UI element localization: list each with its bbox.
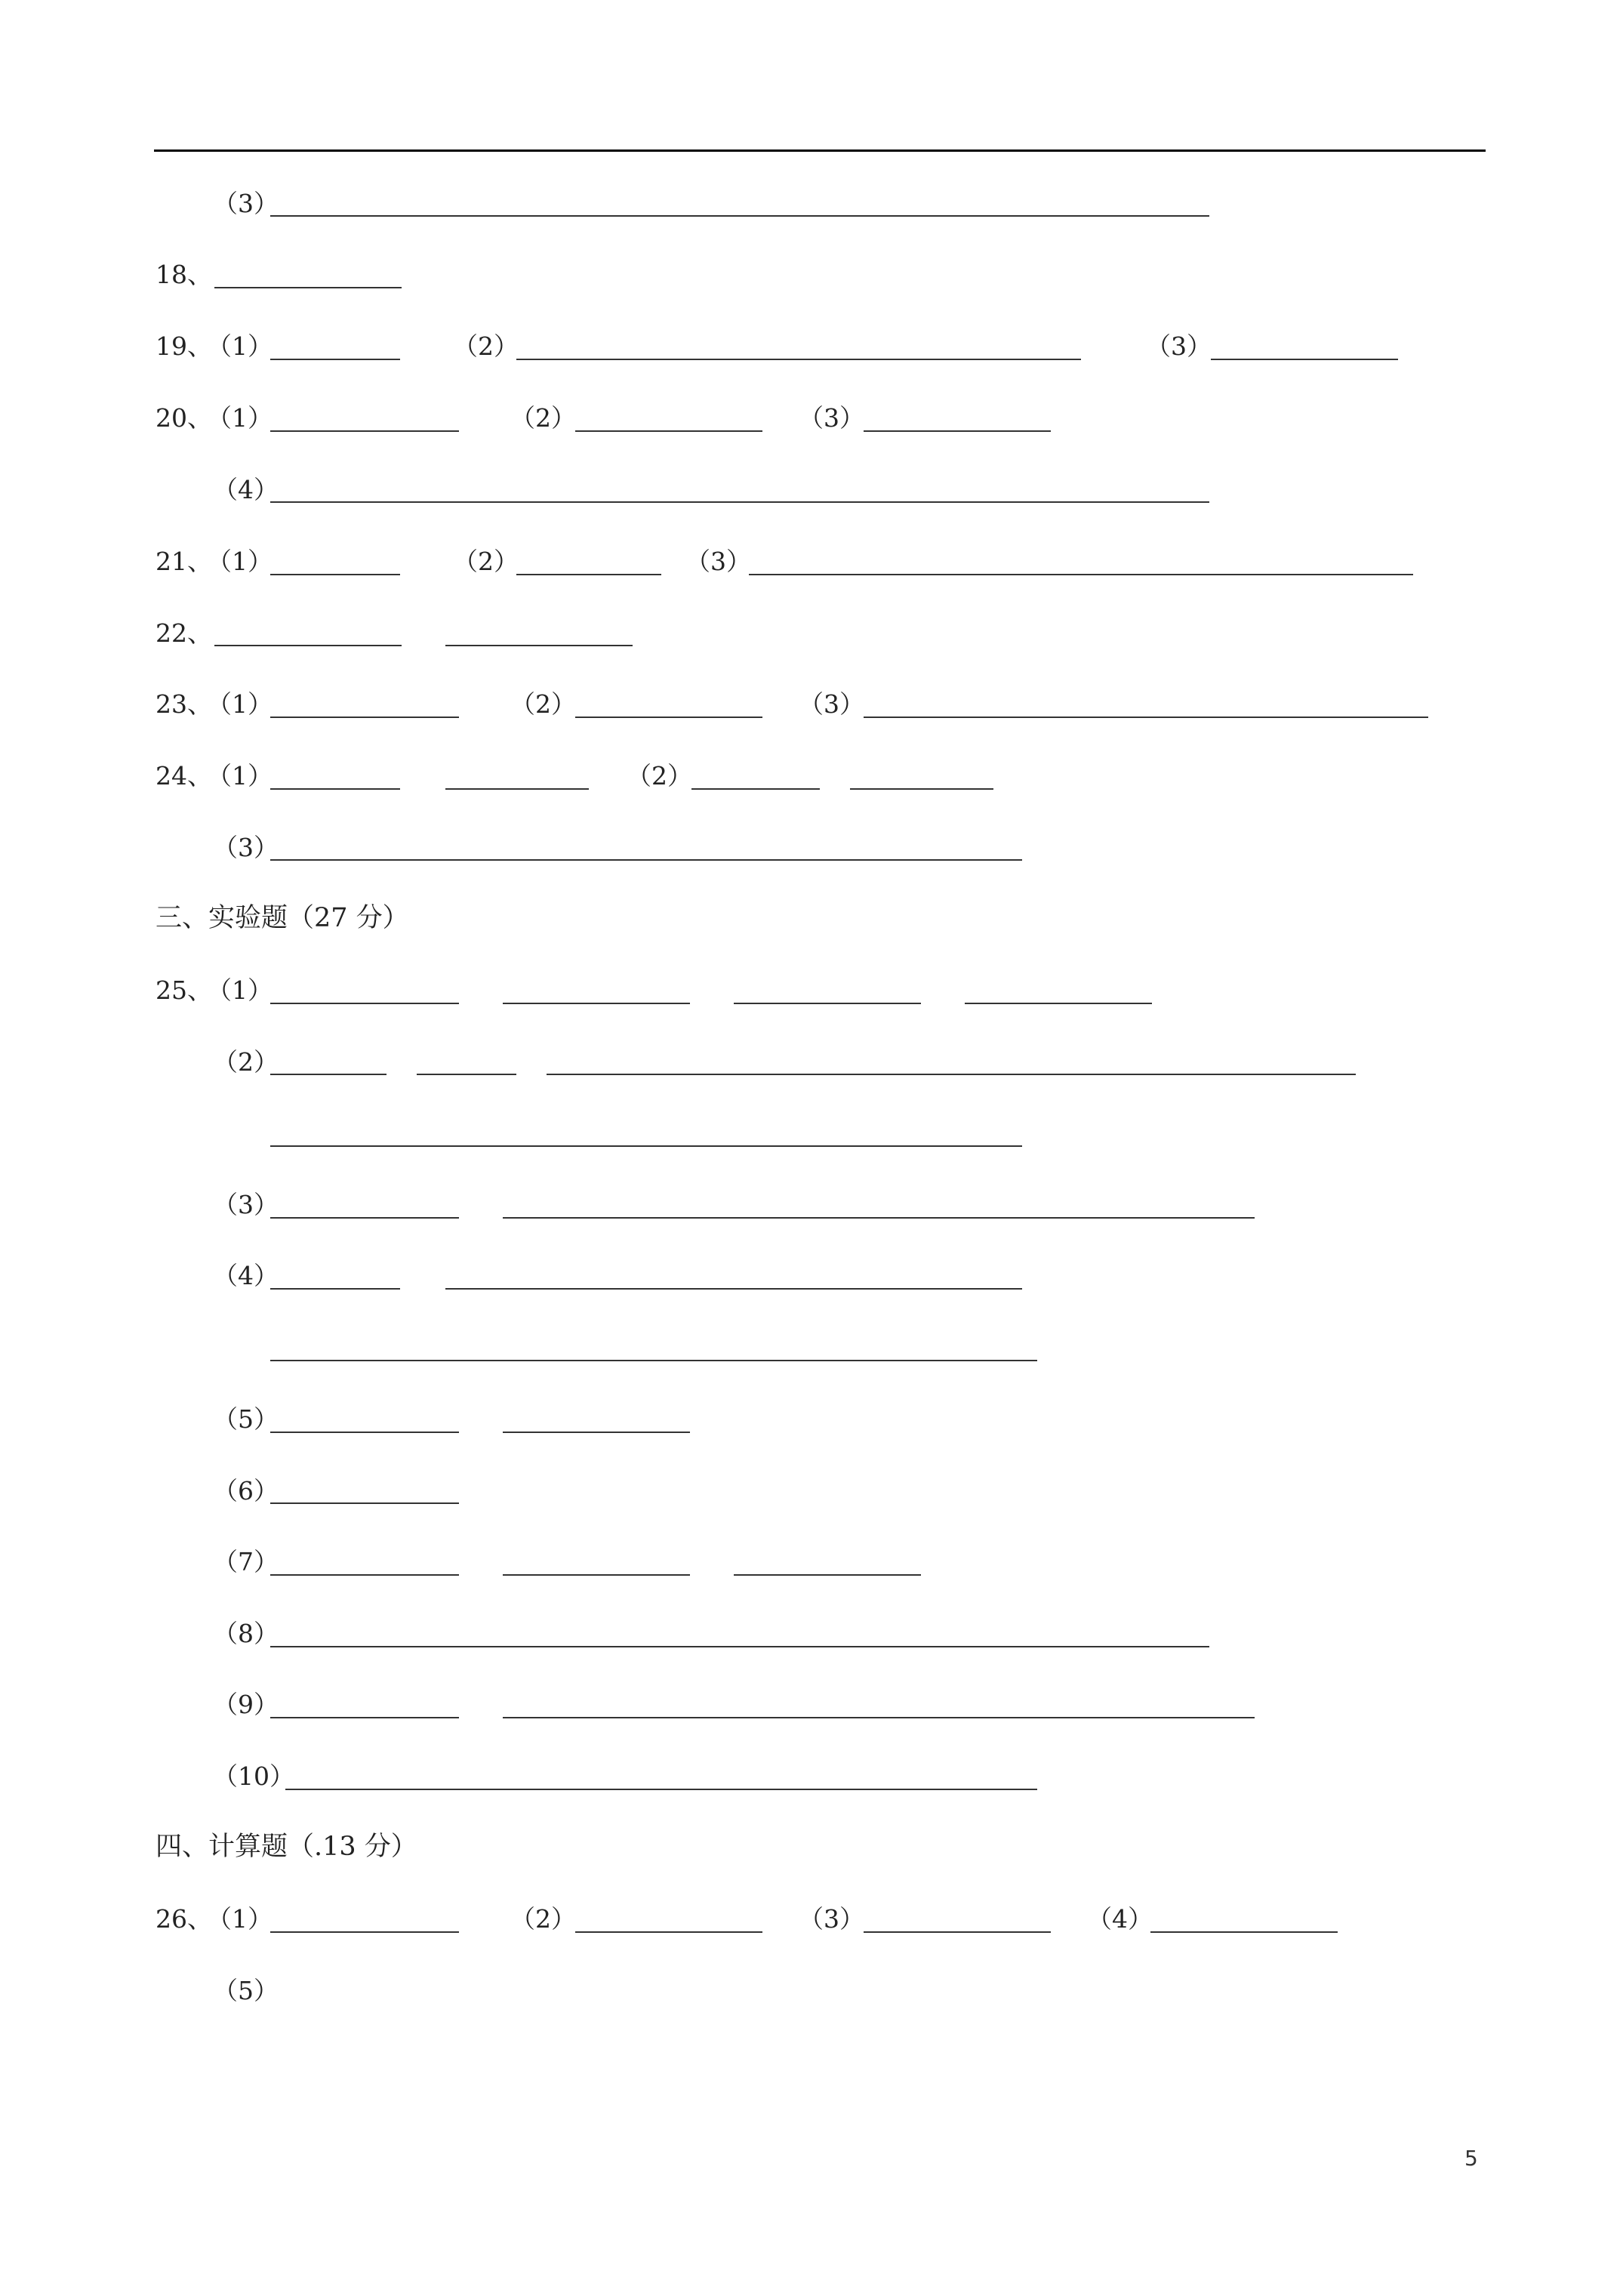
answer-label: （2） xyxy=(510,689,576,719)
answer-label: （5） xyxy=(213,1404,279,1434)
page-number: 5 xyxy=(1464,2146,1478,2171)
question-number: 19、 xyxy=(156,331,212,361)
answer-blank[interactable] xyxy=(503,1432,690,1433)
answer-label: （3） xyxy=(1146,331,1212,361)
answer-label: （2） xyxy=(627,761,692,791)
answer-blank[interactable] xyxy=(270,1217,459,1219)
question-number: 25、 xyxy=(156,975,212,1005)
answer-label: （3） xyxy=(213,1190,279,1219)
answer-blank[interactable] xyxy=(270,717,459,718)
answer-label: （8） xyxy=(213,1619,279,1648)
answer-blank[interactable] xyxy=(270,501,1209,503)
answer-blank[interactable] xyxy=(270,788,400,790)
answer-label: （9） xyxy=(213,1690,279,1719)
answer-blank[interactable] xyxy=(734,1003,921,1004)
answer-blank[interactable] xyxy=(575,1931,762,1933)
answer-blank[interactable] xyxy=(445,645,633,646)
answer-blank[interactable] xyxy=(270,1931,459,1933)
answer-blank[interactable] xyxy=(270,1502,459,1504)
answer-label: （1） xyxy=(207,1904,273,1934)
answer-blank[interactable] xyxy=(749,574,1413,575)
answer-label: （10） xyxy=(213,1761,294,1791)
answer-blank[interactable] xyxy=(270,215,1209,217)
answer-label: （4） xyxy=(1087,1904,1153,1934)
answer-blank[interactable] xyxy=(270,359,400,360)
question-number: 26、 xyxy=(156,1904,212,1934)
answer-label: （4） xyxy=(213,475,279,504)
answer-label: （3） xyxy=(799,689,864,719)
answer-blank[interactable] xyxy=(575,717,762,718)
answer-blank[interactable] xyxy=(270,859,1022,861)
answer-label: （1） xyxy=(207,761,273,791)
section-heading: 四、计算题（.13 分） xyxy=(156,1832,417,1862)
answer-label: （6） xyxy=(213,1476,279,1505)
answer-blank[interactable] xyxy=(547,1074,1356,1075)
answer-blank[interactable] xyxy=(445,788,589,790)
answer-blank[interactable] xyxy=(1211,359,1398,360)
answer-blank[interactable] xyxy=(417,1074,516,1075)
answer-blank[interactable] xyxy=(503,1217,1255,1219)
answer-blank[interactable] xyxy=(516,574,661,575)
answer-blank[interactable] xyxy=(850,788,993,790)
answer-label: （2） xyxy=(453,331,519,361)
answer-blank[interactable] xyxy=(503,1003,690,1004)
answer-blank[interactable] xyxy=(864,1931,1051,1933)
answer-blank[interactable] xyxy=(270,1074,387,1075)
answer-label: （1） xyxy=(207,975,273,1005)
answer-blank[interactable] xyxy=(575,430,762,432)
answer-blank[interactable] xyxy=(270,1003,459,1004)
answer-blank[interactable] xyxy=(270,574,400,575)
answer-blank[interactable] xyxy=(445,1288,1022,1290)
answer-blank[interactable] xyxy=(270,1432,459,1433)
answer-blank[interactable] xyxy=(734,1574,921,1576)
answer-label: （1） xyxy=(207,547,273,576)
answer-blank[interactable] xyxy=(214,287,402,288)
answer-label: （3） xyxy=(799,1904,864,1934)
answer-blank[interactable] xyxy=(214,645,402,646)
answer-blank[interactable] xyxy=(516,359,1081,360)
question-number: 20、 xyxy=(156,403,212,433)
answer-label: （1） xyxy=(207,403,273,433)
header-rule xyxy=(154,149,1486,152)
answer-blank[interactable] xyxy=(965,1003,1152,1004)
answer-label: （2） xyxy=(213,1047,279,1077)
answer-blank[interactable] xyxy=(503,1574,690,1576)
answer-label: （2） xyxy=(510,1904,576,1934)
answer-label: （3） xyxy=(685,547,751,576)
answer-label: （1） xyxy=(207,331,273,361)
question-number: 23、 xyxy=(156,689,212,719)
answer-label: （3） xyxy=(213,833,279,862)
answer-label: （7） xyxy=(213,1547,279,1576)
answer-blank[interactable] xyxy=(864,430,1051,432)
answer-blank[interactable] xyxy=(270,430,459,432)
answer-blank[interactable] xyxy=(270,1717,459,1718)
answer-blank[interactable] xyxy=(270,1646,1209,1647)
answer-blank[interactable] xyxy=(270,1360,1037,1361)
answer-label: （2） xyxy=(510,403,576,433)
answer-label: （3） xyxy=(213,189,279,218)
section-heading: 三、实验题（27 分） xyxy=(156,903,409,933)
answer-blank[interactable] xyxy=(270,1574,459,1576)
answer-label: （4） xyxy=(213,1261,279,1290)
answer-blank[interactable] xyxy=(691,788,820,790)
answer-blank[interactable] xyxy=(864,717,1428,718)
answer-label: （3） xyxy=(799,403,864,433)
answer-blank[interactable] xyxy=(270,1288,400,1290)
question-number: 24、 xyxy=(156,761,212,791)
answer-blank[interactable] xyxy=(1150,1931,1338,1933)
question-number: 22、 xyxy=(156,618,212,648)
answer-label: （5） xyxy=(213,1976,279,2005)
answer-label: （1） xyxy=(207,689,273,719)
answer-blank[interactable] xyxy=(285,1789,1037,1790)
question-number: 21、 xyxy=(156,547,212,576)
answer-blank[interactable] xyxy=(270,1145,1022,1147)
answer-blank[interactable] xyxy=(503,1717,1255,1718)
answer-label: （2） xyxy=(453,547,519,576)
question-number: 18、 xyxy=(156,260,212,289)
